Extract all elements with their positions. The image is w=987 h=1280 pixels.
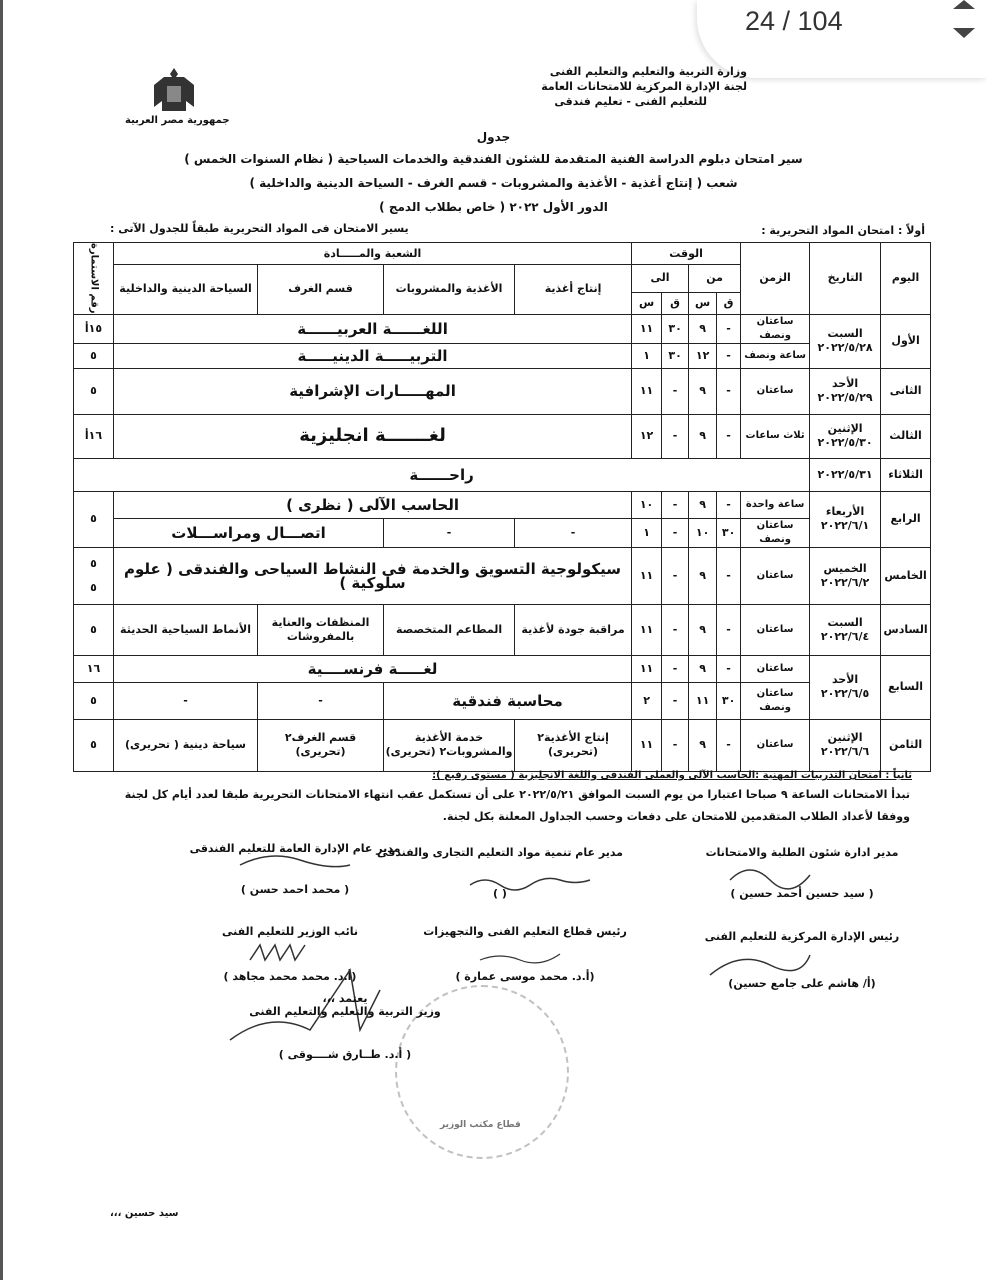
day-cell: الثانى bbox=[881, 368, 931, 414]
emblem-caption: جمهورية مصر العربية bbox=[125, 115, 230, 126]
subject-cell: - bbox=[384, 518, 515, 547]
from-hr: ١٢ bbox=[689, 343, 717, 368]
to-min: - bbox=[662, 518, 689, 547]
weekday: الأربعاء bbox=[825, 505, 865, 519]
col-food-production: إنتاج أغذية bbox=[515, 265, 632, 315]
signer-title: رئيس قطاع التعليم الفنى والتجهيزات bbox=[423, 925, 627, 938]
form-cell: ١٦أ bbox=[74, 414, 114, 458]
to-hr: ١ bbox=[632, 343, 662, 368]
seal-text: قطاع مكتب الوزير bbox=[440, 1120, 521, 1130]
form-number: ٥ bbox=[90, 556, 97, 570]
subject-cell: اللغــــــة العربيــــــة bbox=[114, 314, 632, 343]
to-min: ٣٠ bbox=[662, 314, 689, 343]
approval-block bbox=[230, 992, 460, 1061]
form-number: ٥ bbox=[90, 580, 97, 594]
signer-title: مدير عام تنمية مواد التعليم التجارى والفندقى bbox=[376, 846, 623, 859]
to-hr: ١١ bbox=[632, 368, 662, 414]
to-hr: ١١ bbox=[632, 719, 662, 771]
col-day: اليوم bbox=[881, 243, 931, 315]
section-written: أولاً : امتحان المواد التحريرية : bbox=[761, 224, 925, 237]
subject-cell: الحاسب الآلى ( نظرى ) bbox=[114, 491, 632, 518]
subject-cell: قسم الغرف٢ (تحريرى) bbox=[258, 719, 384, 771]
ministry-line: للتعليم الفنى - تعليم فندقى bbox=[554, 95, 707, 108]
form-cell: ٥ bbox=[74, 343, 114, 368]
signer-name: ( سيد حسين أحمد حسين ) bbox=[730, 887, 874, 900]
from-hr: ٩ bbox=[689, 491, 717, 518]
duration-cell: ساعتان bbox=[741, 604, 810, 655]
from-min: - bbox=[717, 414, 741, 458]
date: ٢٠٢٢/٦/٤ bbox=[820, 629, 870, 643]
to-hr: ٢ bbox=[632, 682, 662, 719]
duration-cell: ساعة ونصف bbox=[741, 343, 810, 368]
signer-name: (أ/ هاشم على جامع حسين) bbox=[728, 977, 876, 990]
col-rooms: قسم الغرف bbox=[258, 265, 384, 315]
weekday: الأحد bbox=[831, 377, 859, 391]
from-min: - bbox=[717, 314, 741, 343]
from-hr: ٩ bbox=[689, 719, 717, 771]
day-cell: الثالث bbox=[881, 414, 931, 458]
subject-cell: المنظفات والعناية بالمفروشات bbox=[258, 604, 384, 655]
col-to-hr: س bbox=[632, 292, 662, 314]
duration-cell: ساعة واحدة bbox=[741, 491, 810, 518]
subject-cell: سيكولوجية التسويق والخدمة فى النشاط السياحى والفندقى ( علوم سلوكية ) bbox=[114, 547, 632, 604]
duration-cell: ساعتان ونصف bbox=[741, 518, 810, 547]
from-min: - bbox=[717, 719, 741, 771]
day-cell: الأول bbox=[881, 314, 931, 368]
signer-title: مدير عام الإدارة العامة للتعليم الفندقى bbox=[189, 842, 401, 855]
to-min: - bbox=[662, 682, 689, 719]
subject-cell: سياحة دينية ( تحريرى) bbox=[114, 719, 258, 771]
col-from: من bbox=[689, 265, 741, 293]
duration-cell: ساعتان ونصف bbox=[741, 682, 810, 719]
form-cell: ٥ bbox=[74, 604, 114, 655]
form-cell: ٥ bbox=[74, 491, 114, 547]
col-date: التاريخ bbox=[810, 243, 881, 315]
approval-name: ( أ.د. طــارق شــــوقى ) bbox=[278, 1048, 412, 1061]
weekday: السبت bbox=[827, 615, 863, 629]
from-min: - bbox=[717, 604, 741, 655]
duration-cell: ثلاث ساعات bbox=[741, 414, 810, 458]
from-hr: ٩ bbox=[689, 655, 717, 682]
from-min: ٣٠ bbox=[717, 682, 741, 719]
col-branch: الشعبة والمـــــادة bbox=[114, 243, 632, 265]
date: ٢٠٢٢/٥/٢٨ bbox=[817, 341, 873, 355]
signer-title: رئيس الإدارة المركزية للتعليم الفنى bbox=[704, 930, 900, 943]
signer-name: (أ.د. محمد محمد مجاهد ) bbox=[223, 970, 357, 983]
from-hr: ٩ bbox=[689, 604, 717, 655]
signer-name: ( محمد احمد حسن ) bbox=[240, 883, 350, 896]
to-hr: ١ bbox=[632, 518, 662, 547]
duration-cell: ساعتان bbox=[741, 655, 810, 682]
to-min: - bbox=[662, 414, 689, 458]
duration-cell: ساعتان bbox=[741, 368, 810, 414]
subject-cell: - bbox=[258, 682, 384, 719]
from-min: ٣٠ bbox=[717, 518, 741, 547]
col-food-beverages: الأغذية والمشروبات bbox=[384, 265, 515, 315]
to-hr: ١٢ bbox=[632, 414, 662, 458]
day-cell: الخامس bbox=[881, 547, 931, 604]
ministry-line: لجنة الإدارة المركزية للامتحانات العامة bbox=[541, 80, 747, 93]
from-hr: ٩ bbox=[689, 368, 717, 414]
signer-title: نائب الوزير للتعليم الفنى bbox=[222, 925, 358, 938]
from-hr: ٩ bbox=[689, 414, 717, 458]
to-min: - bbox=[662, 491, 689, 518]
day-cell: الرابع bbox=[881, 491, 931, 547]
practical-note: تبدأ الامتحانات الساعة ٩ صباحا اعتبارا من يوم السبت الموافق ٢٠٢٢/٥/٢١ على أن تستكمل عقب انتهاء الامتحانات التحريرية طبقا لعدد أيام كل لجنة ووفقا لأعداد الطلاب المتقدمين للامتحان على دفعات وحسب الجداول المعلنة بكل لجنة. bbox=[124, 788, 910, 823]
subject-cell: لغـــــة فرنســــية bbox=[114, 655, 632, 682]
approval-title: وزير التربية والتعليم والتعليم الفنى bbox=[249, 1005, 441, 1018]
date-cell: ٢٠٢٢/٥/٣١ bbox=[810, 458, 881, 491]
to-min: - bbox=[662, 368, 689, 414]
day-cell: الثامن bbox=[881, 719, 931, 771]
to-hr: ١١ bbox=[632, 547, 662, 604]
section-written-note: يسير الامتحان فى المواد التحريرية طبقاً للجدول الآتى : bbox=[110, 222, 409, 235]
weekday: الإثنين bbox=[827, 422, 863, 436]
subject-cell: المهـــــارات الإشرافية bbox=[114, 368, 632, 414]
form-cell: ١٦ bbox=[74, 655, 114, 682]
duration-cell: ساعتان bbox=[741, 719, 810, 771]
form-cell: ٥ bbox=[74, 682, 114, 719]
col-from-min: ق bbox=[717, 292, 741, 314]
subject-cell: - bbox=[515, 518, 632, 547]
section-practical: ثانياً : امتحان التدريبات المهنية :الحاسب الآلى والعملى الفندقى واللغة الانجليزية ( مستوى رفيع ): bbox=[432, 770, 912, 781]
col-to: الى bbox=[632, 265, 689, 293]
subject-cell: لغـــــــة انجليزية bbox=[114, 414, 632, 458]
to-hr: ١٠ bbox=[632, 491, 662, 518]
date: ٢٠٢٢/٦/٢ bbox=[820, 575, 870, 589]
to-hr: ١١ bbox=[632, 655, 662, 682]
to-min: - bbox=[662, 604, 689, 655]
date: ٢٠٢٢/٦/٥ bbox=[820, 687, 870, 701]
date: ٢٠٢٢/٦/٦ bbox=[820, 745, 870, 759]
to-hr: ١١ bbox=[632, 314, 662, 343]
from-min: - bbox=[717, 655, 741, 682]
subject-cell: اتصـــال ومراســـلات bbox=[114, 518, 384, 547]
bottom-note: سيد حسين ،،، bbox=[110, 1208, 179, 1219]
from-min: - bbox=[717, 491, 741, 518]
day-cell: الثلاثاء bbox=[881, 458, 931, 491]
doc-session: الدور الأول ٢٠٢٢ ( خاص بطلاب الدمج ) bbox=[379, 200, 608, 214]
signer-title: مدير ادارة شئون الطلبة والامتحانات bbox=[705, 846, 899, 859]
date: ٢٠٢٢/٦/١ bbox=[820, 519, 870, 533]
from-min: - bbox=[717, 368, 741, 414]
duration-cell: ساعتان bbox=[741, 547, 810, 604]
subject-cell: مراقبة جودة لأغذية bbox=[515, 604, 632, 655]
date: ٢٠٢٢/٥/٣٠ bbox=[817, 436, 873, 450]
col-duration: الزمن bbox=[741, 243, 810, 315]
from-hr: ١١ bbox=[689, 682, 717, 719]
doc-subtitle: سير امتحان دبلوم الدراسة الفنية المتقدمة للشئون الفندقية والخدمات السياحية ( نظام السنوات الخمس ) bbox=[184, 152, 803, 166]
subject-cell: التربيـــــة الدينيـــــة bbox=[114, 343, 632, 368]
duration-cell: ساعتان ونصف bbox=[741, 314, 810, 343]
col-to-min: ق bbox=[662, 292, 689, 314]
signer-name: ( ) bbox=[493, 887, 507, 900]
doc-branches: شعب ( إنتاج أغذية - الأغذية والمشروبات - قسم الغرف - السياحة الدينية والداخلية ) bbox=[249, 176, 738, 190]
rest-day-cell: راحــــــة bbox=[74, 458, 810, 491]
approval-label: يعتمد ،،، bbox=[322, 992, 368, 1005]
col-from-hr: س bbox=[689, 292, 717, 314]
form-cell: ١٥أ bbox=[74, 314, 114, 343]
form-cell: ٥ bbox=[74, 368, 114, 414]
from-hr: ٩ bbox=[689, 547, 717, 604]
weekday: الإثنين bbox=[827, 731, 863, 745]
from-min: - bbox=[717, 343, 741, 368]
subject-cell: إنتاج الأغذية٢ (تحريرى) bbox=[515, 719, 632, 771]
to-min: ٣٠ bbox=[662, 343, 689, 368]
weekday: السبت bbox=[827, 327, 863, 341]
subject-cell: خدمة الأغذية والمشروبات٢ (تحريرى) bbox=[384, 719, 515, 771]
day-cell: السابع bbox=[881, 655, 931, 719]
ministry-line: وزارة التربية والتعليم والتعليم الفنى bbox=[549, 65, 747, 78]
page-number: 24 / 104 bbox=[745, 6, 843, 36]
col-time: الوقت bbox=[632, 243, 741, 265]
subject-cell: المطاعم المتخصصة bbox=[384, 604, 515, 655]
col-form: رقم الاستمارة bbox=[74, 243, 114, 315]
from-hr: ١٠ bbox=[689, 518, 717, 547]
weekday: الأحد bbox=[831, 673, 859, 687]
date: ٢٠٢٢/٥/٢٩ bbox=[817, 391, 873, 405]
from-hr: ٩ bbox=[689, 314, 717, 343]
form-cell: ٥ bbox=[74, 719, 114, 771]
weekday: الخميس bbox=[823, 561, 867, 575]
to-min: - bbox=[662, 547, 689, 604]
to-hr: ١١ bbox=[632, 604, 662, 655]
from-min: - bbox=[717, 547, 741, 604]
col-religious-tourism: السياحة الدينية والداخلية bbox=[114, 265, 258, 315]
subject-cell: الأنماط السياحية الحديثة bbox=[114, 604, 258, 655]
doc-title: جدول bbox=[476, 130, 511, 144]
subject-cell: محاسبة فندقية bbox=[384, 682, 632, 719]
to-min: - bbox=[662, 719, 689, 771]
to-min: - bbox=[662, 655, 689, 682]
day-cell: السادس bbox=[881, 604, 931, 655]
signer-name: (أ.د. محمد موسى عمارة ) bbox=[455, 970, 595, 983]
subject-cell: - bbox=[114, 682, 258, 719]
